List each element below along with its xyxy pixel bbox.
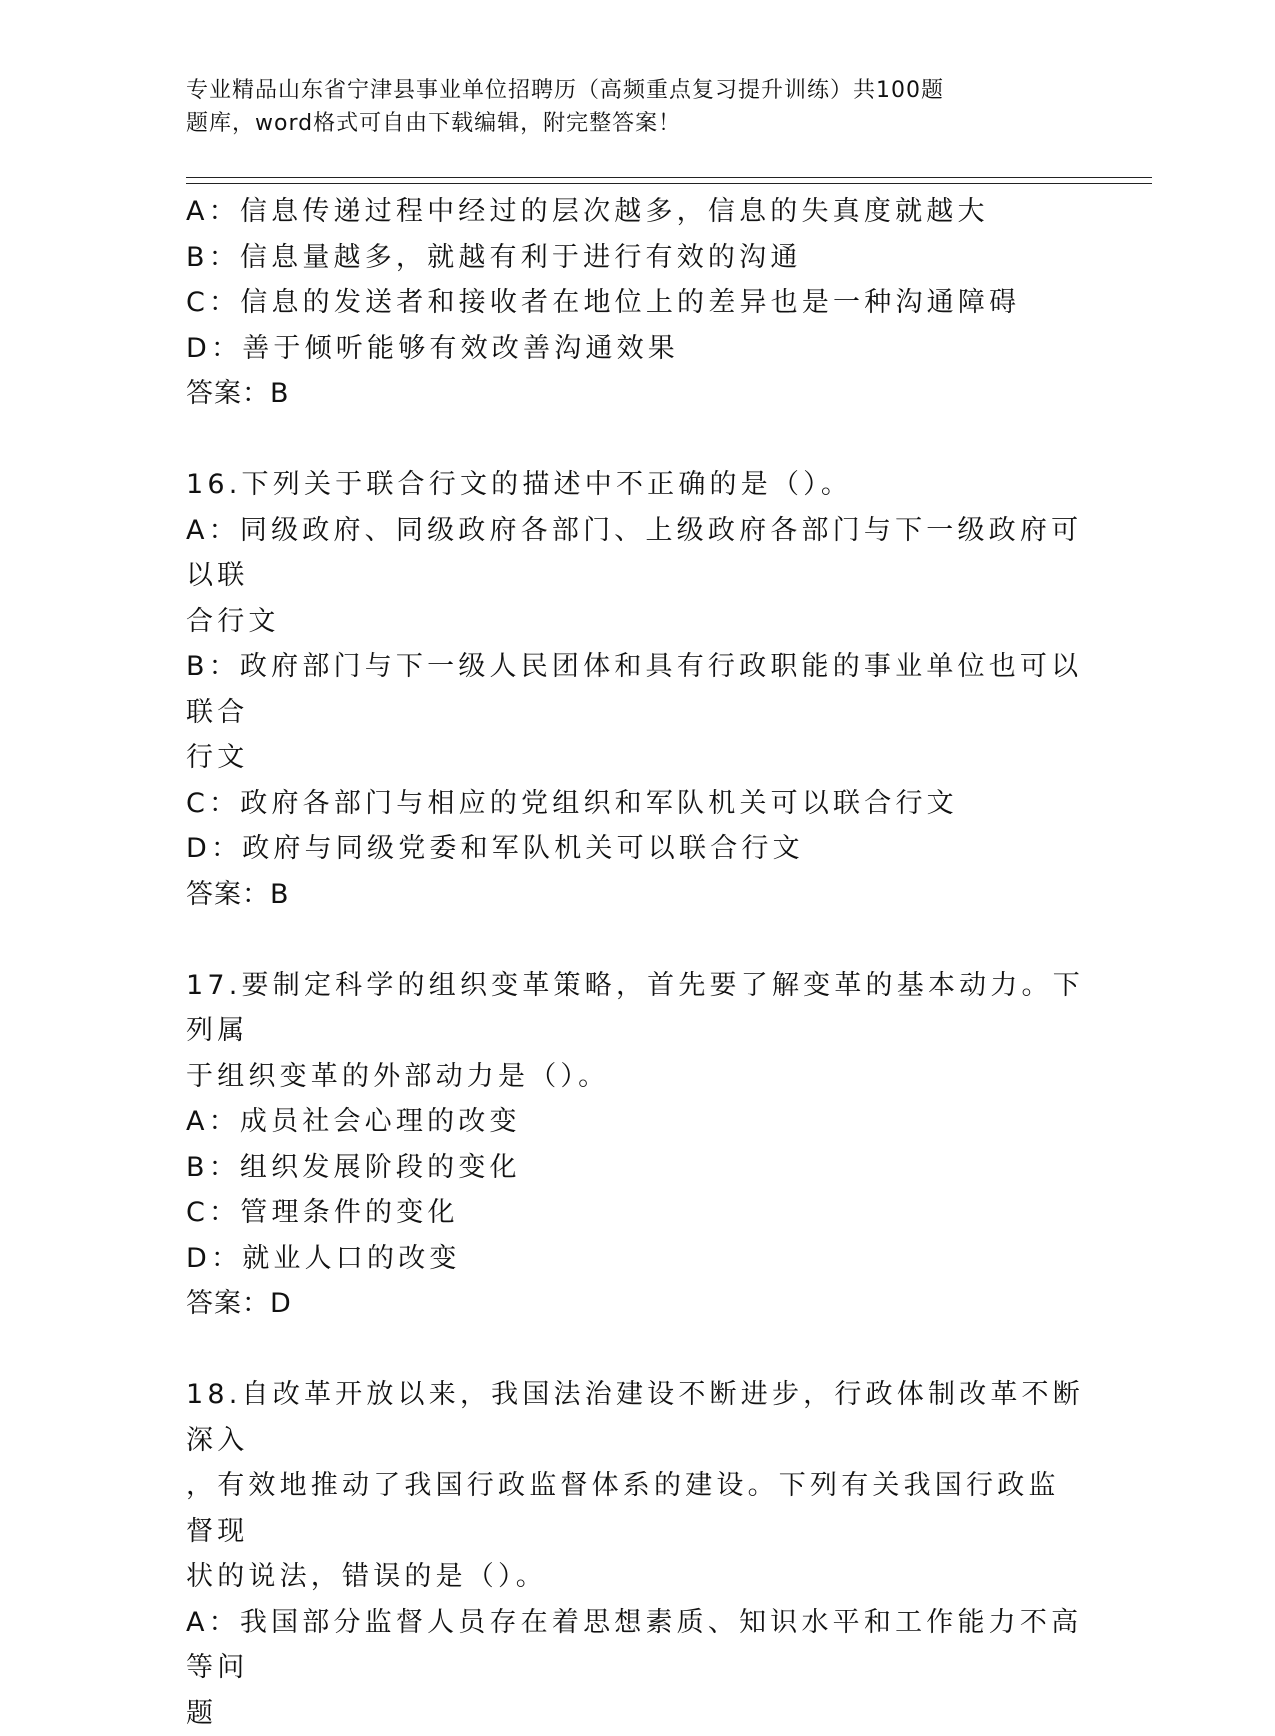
spacer	[186, 1327, 1086, 1373]
document-body	[186, 189, 1086, 1736]
question-17	[186, 963, 1086, 1327]
option-b: B：信息量越多，就越有利于进行有效的沟通	[186, 235, 1086, 281]
question-18	[186, 1372, 1086, 1736]
document-header	[186, 74, 1086, 140]
option-a: A：信息传递过程中经过的层次越多，信息的失真度就越大	[186, 189, 1086, 235]
option-b: B：组织发展阶段的变化	[186, 1145, 1086, 1191]
option-a: A：同级政府、同级政府各部门、上级政府各部门与下一级政府可以联	[186, 508, 1086, 599]
option-a: A：成员社会心理的改变	[186, 1099, 1086, 1145]
question-16	[186, 462, 1086, 917]
option-b: B：政府部门与下一级人民团体和具有行政职能的事业单位也可以联合	[186, 644, 1086, 735]
option-a-continued: 题	[186, 1691, 1086, 1736]
option-d: D：政府与同级党委和军队机关可以联合行文	[186, 826, 1086, 872]
question-text-continued: ，有效地推动了我国行政监督体系的建设。下列有关我国行政监督现	[186, 1463, 1086, 1554]
spacer	[186, 917, 1086, 963]
option-a-continued: 合行文	[186, 599, 1086, 645]
option-b-continued: 行文	[186, 735, 1086, 781]
option-d: D：善于倾听能够有效改善沟通效果	[186, 326, 1086, 372]
spacer	[186, 417, 1086, 463]
answer-label: 答案：B	[186, 371, 1086, 417]
option-d: D：就业人口的改变	[186, 1236, 1086, 1282]
question-text: 18.自改革开放以来，我国法治建设不断进步，行政体制改革不断深入	[186, 1372, 1086, 1463]
answer-label: 答案：D	[186, 1281, 1086, 1327]
question-text: 17.要制定科学的组织变革策略，首先要了解变革的基本动力。下列属	[186, 963, 1086, 1054]
option-a: A：我国部分监督人员存在着思想素质、知识水平和工作能力不高等问	[186, 1600, 1086, 1691]
question-text-continued: 状的说法，错误的是（）。	[186, 1554, 1086, 1600]
header-title-line-1: 专业精品山东省宁津县事业单位招聘历（高频重点复习提升训练）共100题	[186, 74, 1086, 107]
question-text: 16.下列关于联合行文的描述中不正确的是（）。	[186, 462, 1086, 508]
header-divider-bottom	[186, 183, 1152, 184]
option-c: C：管理条件的变化	[186, 1190, 1086, 1236]
question-15	[186, 189, 1086, 417]
answer-label: 答案：B	[186, 872, 1086, 918]
question-text-continued: 于组织变革的外部动力是（）。	[186, 1054, 1086, 1100]
option-c: C：政府各部门与相应的党组织和军队机关可以联合行文	[186, 781, 1086, 827]
header-divider-top	[186, 177, 1152, 178]
option-c: C：信息的发送者和接收者在地位上的差异也是一种沟通障碍	[186, 280, 1086, 326]
header-title-line-2: 题库，word格式可自由下载编辑，附完整答案！	[186, 107, 1086, 140]
